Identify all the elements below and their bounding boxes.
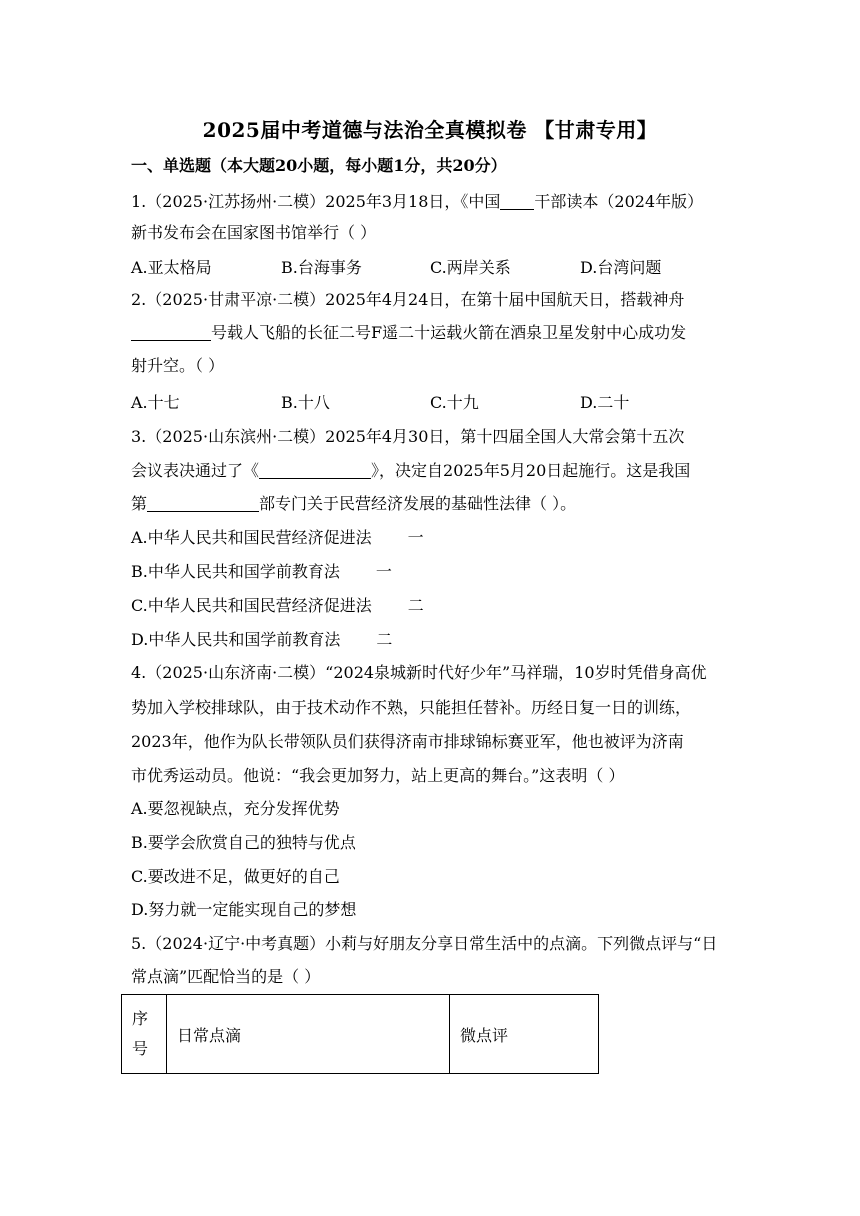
q2-option-b: B.十八 — [281, 393, 330, 412]
question-1-line-2: 新书发布会在国家图书馆举行（ ） — [131, 223, 377, 242]
q3-text-c: 第 — [131, 494, 148, 513]
q4-option-d: D.努力就一定能实现自己的梦想 — [131, 900, 357, 919]
question-4-line-3: 2023年，他作为队长带领队员们获得济南市排球锦标赛亚军，他也被评为济南 — [131, 732, 684, 751]
q3-option-d-tag: 二 — [376, 630, 393, 649]
q4-option-c: C.要改进不足，做更好的自己 — [131, 867, 340, 886]
question-4-line-4: 市优秀运动员。他说：“我会更加努力，站上更高的舞台。”这表明（ ） — [131, 766, 625, 785]
question-2-options — [131, 392, 736, 414]
q4-option-b: B.要学会欣赏自己的独特与优点 — [131, 833, 356, 852]
question-3-line-2 — [131, 460, 736, 482]
question-5-line-2: 常点滴”匹配恰当的是（ ） — [131, 967, 321, 986]
section-heading: 一、单选题（本大题20小题，每小题1分，共20分） — [131, 156, 507, 175]
q3-option-b-tag: 一 — [375, 562, 392, 581]
question-1-options — [131, 257, 736, 279]
q2-option-c: C.十九 — [430, 393, 479, 412]
q3-option-b-text: B.中华人民共和国学前教育法 — [131, 562, 340, 581]
q3-text-a: 会议表决通过了《 — [131, 461, 260, 480]
table-header-index-2: 号 — [132, 1039, 149, 1058]
question-2-line-3: 射升空。（ ） — [131, 356, 225, 375]
q3-option-c — [131, 595, 736, 617]
table-header-daily: 日常点滴 — [167, 995, 450, 1074]
table-header-index — [122, 995, 167, 1074]
q3-option-c-text: C.中华人民共和国民营经济促进法 — [131, 596, 372, 615]
question-1-line-1 — [131, 191, 736, 213]
q3-option-d — [131, 629, 736, 651]
q3-option-a-text: A.中华人民共和国民营经济促进法 — [131, 528, 372, 547]
q1-option-b: B.台海事务 — [281, 258, 362, 277]
q3-blank-2 — [147, 495, 259, 512]
question-5-line-1: 5.（2024·辽宁·中考真题）小莉与好朋友分享日常生活中的点滴。下列微点评与“日 — [131, 934, 718, 953]
question-4-line-2: 势加入学校排球队，由于技术动作不熟，只能担任替补。历经日复一日的训练， — [131, 698, 692, 717]
page-title: 2025届中考道德与法治全真模拟卷 【甘肃专用】 — [202, 118, 658, 142]
q1-blank — [500, 193, 534, 210]
question-2-line-1: 2.（2025·甘肃平凉·二模）2025年4月24日，在第十届中国航天日，搭载神舟 — [131, 290, 685, 309]
q1-text-b: 干部读本（2024年版） — [534, 192, 704, 211]
table-header-row — [122, 995, 599, 1074]
q3-option-b — [131, 561, 736, 583]
q2-option-a: A.十七 — [131, 393, 180, 412]
q2-text-b: 号载人飞船的长征二号F遥二十运载火箭在酒泉卫星发射中心成功发 — [211, 323, 687, 342]
q1-text-a: 1.（2025·江苏扬州·二模）2025年3月18日，《中国 — [131, 192, 501, 211]
question-3-line-1: 3.（2025·山东滨州·二模）2025年4月30日，第十四届全国人大常会第十五次 — [131, 427, 685, 446]
q3-option-d-text: D.中华人民共和国学前教育法 — [131, 630, 341, 649]
q3-text-b: 》，决定自2025年5月20日起施行。这是我国 — [371, 461, 691, 480]
q2-blank — [131, 324, 211, 341]
q3-option-a — [131, 527, 736, 549]
table-header-comment: 微点评 — [450, 995, 599, 1074]
q3-option-a-tag: 一 — [407, 528, 424, 547]
q4-option-a: A.要忽视缺点，充分发挥优势 — [131, 799, 340, 818]
question-4-line-1: 4.（2025·山东济南·二模）“2024泉城新时代好少年”马祥瑞，10岁时凭借身高优 — [131, 663, 707, 682]
question-5-table — [121, 994, 599, 1074]
q1-option-d: D.台湾问题 — [580, 258, 662, 277]
q3-text-d: 部专门关于民营经济发展的基础性法律（ ）。 — [259, 494, 577, 513]
question-2-line-2 — [131, 322, 736, 344]
q1-option-c: C.两岸关系 — [430, 258, 511, 277]
table-header-index-1: 序 — [132, 1009, 149, 1028]
q1-option-a: A.亚太格局 — [131, 258, 212, 277]
q3-option-c-tag: 二 — [407, 596, 424, 615]
question-3-line-3 — [131, 493, 736, 515]
q3-blank-1 — [259, 462, 371, 479]
q2-option-d: D.二十 — [580, 393, 630, 412]
